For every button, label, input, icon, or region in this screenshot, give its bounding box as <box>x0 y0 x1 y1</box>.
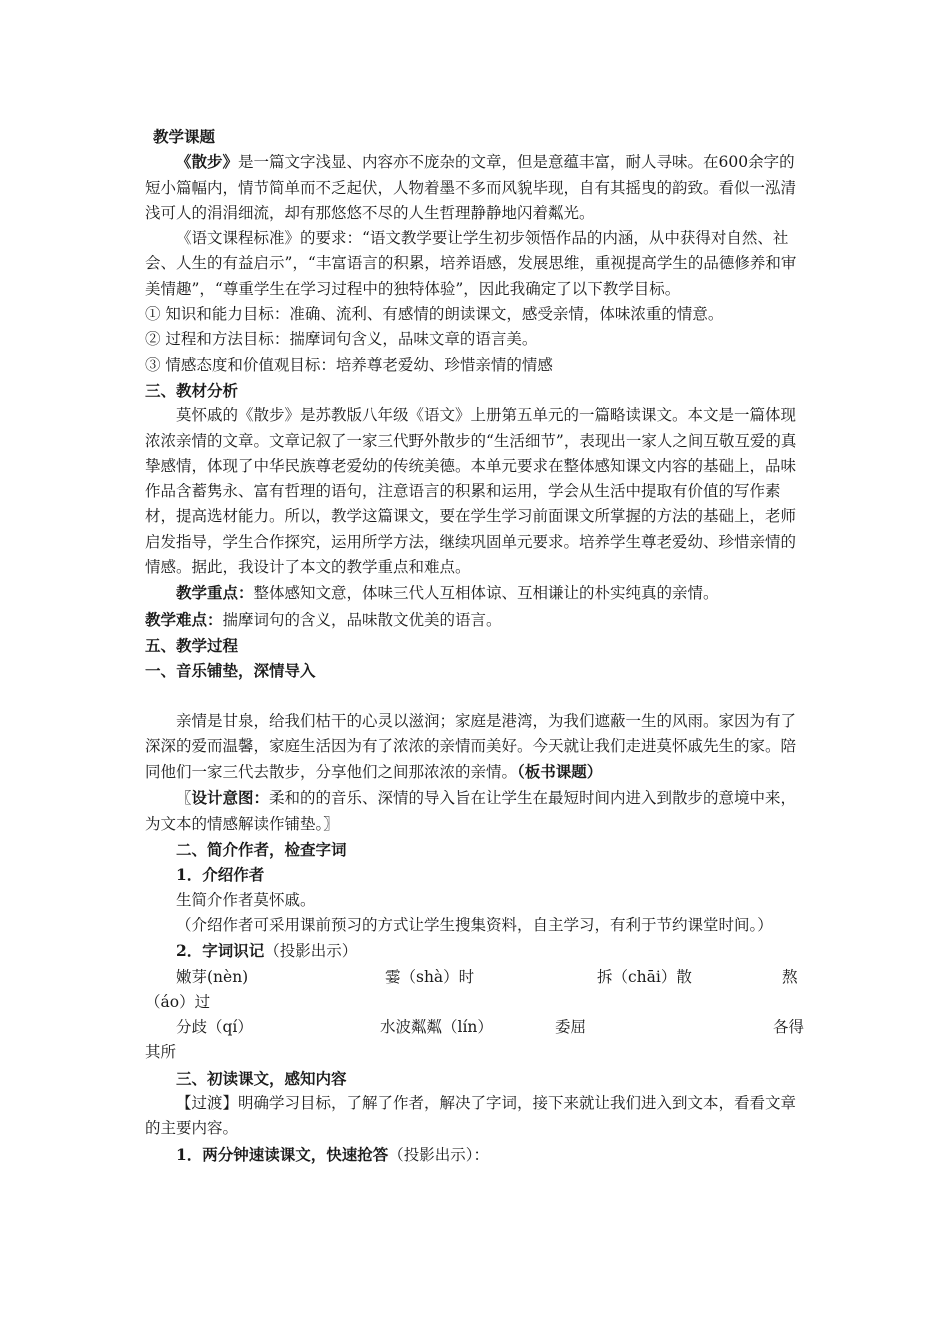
step-heading: 三、初读课文，感知内容 <box>176 1068 347 1088</box>
word-wrap: （áo）过 <box>145 992 211 1011</box>
quick-read-note: （投影出示）： <box>388 1145 490 1164</box>
document-page <box>145 124 807 1168</box>
quick-read-label: 1．两分钟速读课文，快速抢答 <box>176 1144 389 1164</box>
transition-paragraph <box>145 1091 807 1142</box>
section-heading-process: 五、教学过程 <box>145 635 239 655</box>
difficulty-label: 教学难点： <box>145 609 223 629</box>
author-note: （介绍作者可采用课前预习的方式让学生搜集资料，自主学习，有利于节约课堂时间。） <box>176 915 773 934</box>
analysis-paragraph: 莫怀戚的《散步》是苏教版八年级《语文》上册第五单元的一篇略读课文。本文是一篇体现浓浓亲情的文章。文章记叙了一家三代野外散步的“生活细节”，表现出一家人之间互敬互爱的真挚感情，体现了中华民族尊老爱幼的传统美德。本单元要求在整体感知课文内容的基础上，品味作品含蓄隽永、富有哲理的语句，注意语言的积累和运用，学会从生活中提取有价值的写作素材，提高选材能力。所以，教学这篇课文，要在学生学习前面课文所掌握的方法的基础上，老师启发指导，学生合作探究，运用所学方法，继续巩固单元要求。培养学生尊老爱幼、珍惜亲情的情感。据此，我设计了本文的教学重点和难点。 <box>145 406 797 577</box>
board-note: （板书课题） <box>517 762 603 782</box>
words-label: 2．字词识记 <box>176 941 265 961</box>
key-text: 整体感知文意，体味三代人互相体谅、互相谦让的朴实纯真的亲情。 <box>253 584 719 603</box>
standard-paragraph: 《语文课程标准》的要求：“语文教学要让学生初步领悟作品的内涵，从中获得对自然、社会、人生的有益启示”，“丰富语言的积累，培养语感，发展思维，重视提高学生的品德修养和审美情趣”，“尊重学生在学习过程中的独特体验”，因此我确定了以下教学目标。 <box>145 229 797 298</box>
word-item: 委屈 <box>555 1018 587 1037</box>
substep-heading <box>145 1142 807 1168</box>
design-label: 设计意图： <box>191 788 270 808</box>
transition-text: 明确学习目标，了解了作者，解决了字词，接下来就让我们进入到文本，看看文章的主要内容。 <box>145 1093 797 1138</box>
difficulty-text: 揣摩词句的含义，品味散文优美的语言。 <box>222 610 502 629</box>
words-row <box>145 965 807 990</box>
intro-paragraph <box>145 149 807 226</box>
design-bracket: 〖 <box>176 789 192 808</box>
blank-line <box>145 684 807 709</box>
doc-title: 教学课题 <box>153 127 216 146</box>
goal-item: ① 知识和能力目标：准确、流利、有感情的朗读课文，感受亲情，体味浓重的情意。 <box>145 305 724 324</box>
substep-heading <box>145 938 807 964</box>
word-wrap: 其所 <box>145 1043 177 1062</box>
key-point <box>145 580 807 606</box>
word-item: 熬 <box>782 967 798 986</box>
design-intent <box>145 785 807 837</box>
word-item: 分歧（qí） <box>176 1018 253 1037</box>
author-text: 生简介作者莫怀戚。 <box>176 890 316 909</box>
key-label: 教学重点： <box>176 583 254 603</box>
difficulty-point <box>145 607 807 633</box>
design-text: 柔和的的音乐、深情的导入旨在让学生在最短时间内进入到散步的意境中来，为文本的情感解读作铺垫。〗 <box>145 789 797 833</box>
word-item: 拆（chāi）散 <box>597 967 692 986</box>
word-item: 霎（shà）时 <box>385 967 475 986</box>
lead-text: 亲情是甘泉，给我们枯干的心灵以滋润；家庭是港湾，为我们遮蔽一生的风雨。家因为有了深深的爱而温馨，家庭生活因为有了浓浓的亲情而美好。今天就让我们走进莫怀戚先生的家。陪同他们一家三代去散步，分享他们之间那浓浓的亲情。 <box>145 711 797 782</box>
section-heading-analysis: 三、教材分析 <box>145 380 239 400</box>
word-item: 各得 <box>773 1018 805 1037</box>
intro-text: 是一篇文字浅显、内容亦不庞杂的文章，但是意蕴丰富，耐人寻味。在600余字的短小篇幅内，情节简单而不乏起伏，人物着墨不多而风貌毕现，自有其摇曳的韵致。看似一泓清浅可人的涓涓细流，却有那悠悠不尽的人生哲理静静地闪着粼光。 <box>145 153 797 222</box>
substep-heading: 1．介绍作者 <box>176 865 265 885</box>
step-heading: 二、简介作者，检查字词 <box>176 840 347 860</box>
word-item: 嫩芽(nèn) <box>176 967 249 986</box>
intro-lead-paragraph <box>145 709 807 786</box>
goal-item: ③ 情感态度和价值观目标：培养尊老爱幼、珍惜亲情的情感 <box>145 355 553 374</box>
words-note: （投影出示） <box>264 942 358 961</box>
step-heading: 一、音乐铺垫，深情导入 <box>145 661 316 681</box>
goal-item: ② 过程和方法目标：揣摩词句含义，品味文章的语言美。 <box>145 330 538 349</box>
book-title: 《散步》 <box>176 152 239 172</box>
word-item: 水波粼粼（lín） <box>380 1018 493 1037</box>
words-row <box>145 1015 807 1040</box>
transition-label: 【过渡】 <box>176 1093 239 1112</box>
